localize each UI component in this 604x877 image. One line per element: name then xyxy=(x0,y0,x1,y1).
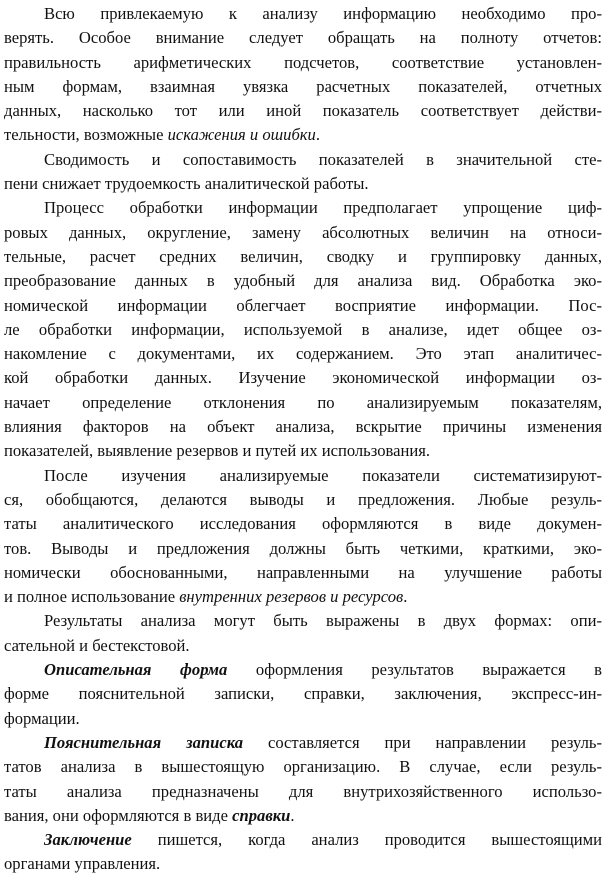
text-line: таты анализа предназначены для внутрихозяйственного использо- xyxy=(4,781,602,801)
term-heading: Описательная форма xyxy=(44,660,228,680)
text-line: форме пояснительной записки, справки, заключения, экспресс-ин- xyxy=(4,684,602,704)
text-line: Процесс обработки информации предполагает упрощение циф- xyxy=(44,198,602,218)
term-heading: Пояснительная записка xyxy=(44,732,243,752)
text-line: кой обработки данных. Изучение экономической информации оз- xyxy=(4,368,602,388)
text-line: верять. Особое внимание следует обращать на полноту отчетов: xyxy=(4,28,602,48)
text-line: тельные, расчет средних величин, сводку и группировку данных, xyxy=(4,246,602,266)
text-fragment: вания, они оформляются в виде xyxy=(4,805,233,825)
text-line: показателей, выявление резервов и путей их использования. xyxy=(4,441,431,461)
italic-phrase: внутренних резервов и ресурсов xyxy=(179,587,404,607)
text-line: данных, насколько тот или иной показатель соответствует действи- xyxy=(4,101,602,121)
paragraph-8 xyxy=(4,828,602,877)
text-line: тов. Выводы и предложения должны быть четкими, краткими, эко- xyxy=(4,538,602,558)
text-line: начает определение отклонения по анализируемым показателям, xyxy=(4,392,602,412)
text-line: Всю привлекаемую к анализу информацию необходимо про- xyxy=(44,4,602,23)
text-line xyxy=(4,731,602,755)
paragraph-1 xyxy=(4,2,602,148)
text-line: накомление с документами, их содержанием. Это этап аналитичес- xyxy=(4,344,602,364)
text-line: Результаты анализа могут быть выражены в двух формах: опи- xyxy=(44,611,602,631)
text-line: ле обработки информации, используемой в анализе, идет общее оз- xyxy=(4,319,602,339)
paragraph-4 xyxy=(4,464,602,610)
paragraph-6 xyxy=(4,658,602,731)
text-line: влияния факторов на объект анализа, вскрытие причины изменения xyxy=(4,417,602,437)
text-line xyxy=(4,828,602,852)
text-fragment: . xyxy=(403,587,408,607)
text-line: таты аналитического исследования оформляются в виде докумен- xyxy=(4,514,602,534)
term-heading: Заключение xyxy=(44,830,132,850)
text-fragment: составляется при направлении резуль- xyxy=(243,732,603,752)
text-line: татов анализа в вышестоящую организацию. В случае, если резуль- xyxy=(4,757,602,777)
text-line xyxy=(4,123,602,147)
text-line: ровых данных, округление, замену абсолютных величин на относи- xyxy=(4,222,602,242)
italic-phrase: справки xyxy=(232,805,291,825)
paragraph-2 xyxy=(4,148,602,197)
text-line: После изучения анализируемые показатели систематизируют- xyxy=(44,465,602,485)
text-line: Сводимость и сопоставимость показателей в значительной сте- xyxy=(44,149,602,169)
text-line xyxy=(4,804,602,828)
italic-phrase: искажения и ошибки xyxy=(167,125,316,145)
text-line: ся, обобщаются, делаются выводы и предложения. Любые резуль- xyxy=(4,489,602,509)
text-line xyxy=(4,658,602,682)
text-line xyxy=(4,585,602,609)
text-fragment: пишется, когда анализ проводится вышестоящими xyxy=(131,830,602,850)
paragraph-5 xyxy=(4,609,602,658)
text-line: номической информации облегчает восприятие информации. Пос- xyxy=(4,295,602,315)
text-fragment: . xyxy=(290,805,295,825)
text-line: формации. xyxy=(4,708,80,728)
text-line: преобразование данных в удобный для анализа вид. Обработка эко- xyxy=(4,271,602,291)
text-line: пени снижает трудоемкость аналитической работы. xyxy=(4,174,369,194)
text-fragment: . xyxy=(315,125,320,145)
text-fragment: тельности, возможные xyxy=(4,125,168,145)
text-line: номически обоснованными, направленными на улучшение работы xyxy=(4,562,602,582)
text-line: органами управления. xyxy=(4,854,161,874)
text-fragment: оформления результатов выражается в xyxy=(227,660,603,680)
text-line: ным формам, взаимная увязка расчетных показателей, отчетных xyxy=(4,76,602,96)
paragraph-7 xyxy=(4,731,602,828)
text-line: правильность арифметических подсчетов, соответствие установлен- xyxy=(4,52,602,72)
text-line: сательной и бестекстовой. xyxy=(4,635,190,655)
text-fragment: и полное использование xyxy=(4,587,180,607)
paragraph-3 xyxy=(4,196,602,463)
